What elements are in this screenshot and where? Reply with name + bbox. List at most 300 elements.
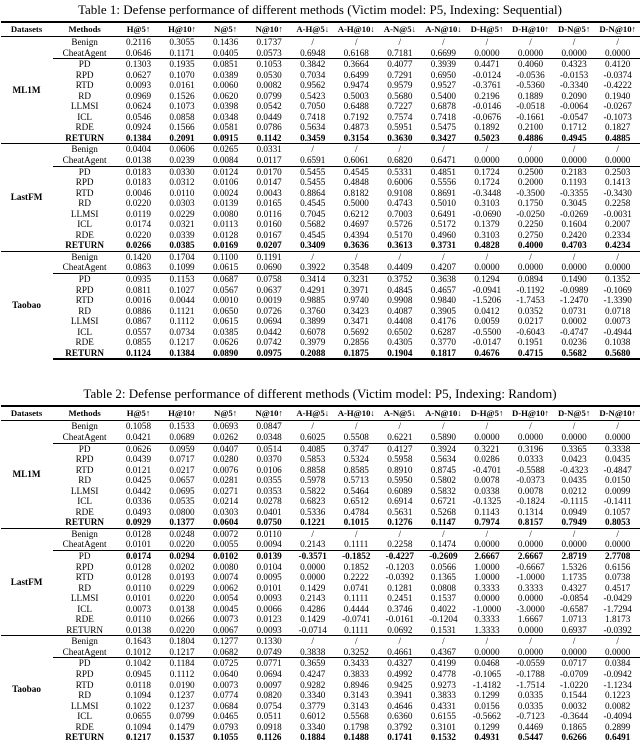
metric-value: 0.0082: [605, 700, 631, 711]
metric-value: 0.0000: [509, 432, 553, 443]
table-row: [1, 711, 640, 722]
metric-value: 0.1436: [212, 37, 239, 47]
metric-value: 0.0692: [387, 624, 413, 635]
metric-value: 0.1413: [605, 177, 631, 188]
metric-value: 0.0220: [160, 539, 204, 550]
method-label: RDE: [75, 721, 94, 732]
table-row: [1, 421, 640, 432]
metric-value: 0.9273: [430, 679, 457, 690]
metric-value: 0.0303: [169, 198, 195, 209]
metric-value: /: [422, 144, 466, 155]
metric-value: 0.0110: [169, 187, 195, 198]
metric-value: 0.7181: [378, 48, 422, 59]
method-label: RD: [78, 90, 91, 101]
metric-value: 0.0389: [212, 69, 239, 80]
metric-value: 0.6948: [291, 48, 335, 59]
method-label: Benign: [53, 144, 117, 155]
metric-value: 0.0820: [256, 690, 282, 701]
table-row: [1, 658, 640, 669]
method-label: RD: [78, 305, 91, 316]
metric-value: 0.3752: [387, 274, 413, 285]
metric-value: 0.6591: [291, 155, 335, 166]
metric-value: 0.1277: [204, 636, 248, 647]
table-row: [1, 48, 640, 59]
metric-value: 0.0161: [169, 80, 195, 91]
metric-value: 0.1737: [256, 37, 282, 47]
metric-value: 0.0073: [605, 316, 631, 327]
metric-value: 0.6287: [430, 326, 457, 337]
metric-value: 0.9108: [387, 187, 413, 198]
metric-value: -0.0989: [559, 284, 589, 295]
metric-value: /: [529, 421, 532, 432]
metric-value: 0.0557: [125, 326, 152, 337]
metric-value: 0.5822: [300, 485, 326, 496]
metric-value: 0.8157: [517, 517, 544, 528]
metric-value: 0.0139: [256, 550, 282, 561]
metric-value: 0.1352: [605, 274, 631, 285]
metric-value: 0.6061: [334, 155, 378, 166]
metric-value: 0.1533: [169, 421, 195, 432]
metric-value: 0.0046: [125, 187, 152, 198]
column-header: A-H@5↓: [291, 406, 335, 421]
metric-value: 0.1892: [474, 122, 500, 133]
metric-value: 0.0348: [212, 111, 239, 122]
metric-value: 0.3196: [517, 443, 544, 454]
metric-value: /: [465, 251, 509, 262]
metric-value: 0.2250: [517, 219, 544, 230]
metric-value: 0.2090: [561, 90, 587, 101]
metric-value: 0.5853: [300, 454, 326, 465]
metric-value: 0.0000: [552, 539, 596, 550]
metric-value: 0.3143: [343, 700, 369, 711]
column-header: A-N@10↓: [422, 406, 466, 421]
metric-value: 0.4077: [387, 59, 413, 70]
metric-value: 0.0425: [125, 475, 152, 486]
method-label: Benign: [71, 421, 98, 432]
metric-value: 0.1544: [561, 690, 587, 701]
metric-value: -3.0000: [516, 603, 545, 614]
method-label: CheatAgent: [53, 539, 117, 550]
metric-value: /: [334, 144, 378, 155]
metric-value: 0.3905: [430, 305, 457, 316]
metric-value: 0.1111: [344, 593, 369, 604]
table-row: [1, 177, 640, 188]
metric-value: 0.8946: [343, 679, 369, 690]
metric-value: /: [616, 37, 619, 47]
metric-value: 0.0338: [474, 485, 500, 496]
metric-value: 0.4945: [561, 132, 587, 143]
metric-value: 0.0266: [125, 240, 152, 251]
metric-value: 0.4408: [387, 316, 413, 327]
dataset-label: LastFM: [1, 144, 53, 251]
metric-value: 0.0336: [125, 496, 152, 507]
metric-value: 0.0128: [212, 229, 239, 240]
metric-value: -0.0709: [559, 668, 589, 679]
metric-value: 0.5713: [343, 475, 369, 486]
table-row: [1, 669, 640, 680]
metric-value: 1.0000: [474, 572, 500, 583]
metric-value: 0.4444: [343, 603, 369, 614]
method-label: ICL: [77, 219, 93, 230]
metric-value: -0.3430: [603, 187, 632, 198]
metric-value: 0.0106: [256, 464, 282, 475]
metric-value: /: [291, 144, 335, 155]
table-row: [1, 144, 640, 155]
metric-value: 0.3760: [300, 305, 326, 316]
metric-value: 0.0202: [169, 561, 195, 572]
metric-value: 0.0183: [125, 166, 152, 177]
metric-value: 0.0220: [169, 593, 195, 604]
metric-value: 0.3747: [343, 443, 369, 454]
metric-value: 0.0193: [169, 572, 195, 583]
metric-value: 0.0066: [256, 603, 282, 614]
metric-value: 0.0000: [465, 155, 509, 166]
metric-value: 0.0082: [256, 80, 282, 91]
table-row: [1, 101, 640, 112]
method-label: RTD: [75, 295, 94, 306]
metric-value: /: [398, 421, 402, 432]
metric-value: -0.5500: [472, 326, 502, 337]
metric-value: 1.5326: [561, 561, 587, 572]
metric-value: 0.0128: [125, 561, 152, 572]
metric-value: 0.0929: [125, 517, 152, 528]
method-label: Benign: [53, 528, 117, 539]
metric-value: /: [334, 636, 378, 647]
metric-value: 0.0010: [212, 295, 239, 306]
metric-value: 0.0248: [160, 528, 204, 539]
metric-value: 0.4848: [343, 177, 369, 188]
metric-value: -0.0031: [603, 208, 632, 219]
metric-value: 0.2420: [561, 229, 587, 240]
metric-value: 0.9474: [343, 80, 369, 91]
metric-value: 0.2258: [378, 539, 422, 550]
metric-value: 0.0102: [212, 550, 239, 561]
metric-value: -0.0373: [516, 475, 545, 486]
metric-value: 0.6491: [430, 208, 457, 219]
metric-value: 0.3333: [474, 582, 500, 593]
metric-value: 0.2091: [169, 132, 195, 143]
metric-value: 0.4247: [300, 668, 326, 679]
method-label: RETURN: [65, 240, 105, 251]
metric-value: 0.1724: [474, 166, 500, 177]
metric-value: 0.8182: [343, 187, 369, 198]
metric-value: -0.6043: [516, 326, 545, 337]
metric-value: 0.5631: [387, 506, 413, 517]
metric-value: 0.1015: [343, 517, 369, 528]
metric-value: 0.6089: [387, 485, 413, 496]
metric-value: 0.9425: [387, 679, 413, 690]
metric-value: 0.3221: [474, 443, 500, 454]
metric-value: 0.0000: [596, 539, 640, 550]
metric-value: -1.7514: [516, 679, 545, 690]
metric-value: 0.0045: [212, 603, 239, 614]
metric-value: 0.1384: [125, 132, 152, 143]
metric-value: 0.6878: [430, 101, 457, 112]
column-header: D-N@5↑: [552, 22, 596, 37]
metric-value: 0.0969: [125, 90, 152, 101]
metric-value: 0.0000: [596, 647, 640, 658]
metric-value: 0.4828: [474, 240, 500, 251]
metric-value: 0.0535: [169, 496, 195, 507]
metric-value: 0.1724: [474, 177, 500, 188]
metric-value: 0.0435: [605, 454, 631, 465]
method-label: RETURN: [66, 624, 103, 635]
metric-value: 0.6502: [387, 326, 413, 337]
method-label: PD: [78, 658, 91, 669]
metric-value: 0.0123: [256, 614, 282, 625]
metric-value: 0.3333: [517, 582, 544, 593]
metric-value: -0.0676: [472, 111, 502, 122]
metric-value: 0.1804: [160, 636, 204, 647]
dataset-label: LastFM: [1, 528, 53, 635]
metric-value: 0.1940: [605, 90, 631, 101]
metric-value: 0.1379: [474, 219, 500, 230]
metric-value: /: [311, 37, 314, 47]
metric-value: 0.2258: [605, 198, 631, 209]
metric-value: 0.0385: [212, 326, 239, 337]
table-row: [1, 327, 640, 338]
metric-value: -0.0518: [516, 101, 545, 112]
metric-value: 0.1643: [117, 636, 161, 647]
metric-value: /: [509, 528, 553, 539]
metric-value: 0.2334: [605, 229, 631, 240]
metric-value: 0.2222: [343, 572, 369, 583]
metric-value: 0.0150: [605, 475, 631, 486]
metric-value: /: [509, 636, 553, 647]
column-header: D-N@10↑: [596, 406, 640, 421]
metric-value: 0.0774: [212, 690, 239, 701]
table-2-section: [0, 386, 640, 742]
metric-value: 0.1055: [212, 732, 239, 743]
metric-value: 0.0262: [204, 432, 248, 443]
metric-value: /: [465, 528, 509, 539]
method-label: RPD: [75, 668, 94, 679]
metric-value: 0.4545: [300, 229, 326, 240]
metric-value: 0.5400: [430, 90, 457, 101]
table-row: [1, 550, 640, 561]
metric-value: 0.1237: [169, 700, 195, 711]
metric-value: 0.0655: [125, 711, 152, 722]
metric-value: 0.0104: [256, 561, 282, 572]
metric-value: 0.6471: [422, 155, 466, 166]
metric-value: 0.7045: [300, 208, 326, 219]
metric-value: 0.0101: [117, 539, 161, 550]
table-row: [1, 732, 640, 743]
table-row: [1, 701, 640, 712]
metric-value: 0.1058: [125, 421, 152, 432]
table-row: [1, 316, 640, 327]
table-row: [1, 240, 640, 251]
metric-value: -0.0536: [516, 69, 545, 80]
method-label: RTD: [75, 679, 94, 690]
metric-value: 0.6012: [300, 711, 326, 722]
metric-value: 0.1153: [169, 274, 195, 285]
metric-value: 0.0207: [256, 240, 282, 251]
table-1-caption: Table 1: Defense performance of different methods (Victim model: P5, Indexing: Sequential): [78, 2, 562, 17]
metric-value: 0.0121: [125, 464, 152, 475]
metric-value: 0.2143: [291, 539, 335, 550]
metric-value: 0.1147: [431, 517, 456, 528]
metric-value: 0.5508: [334, 432, 378, 443]
metric-value: -0.3761: [472, 80, 502, 91]
metric-value: -0.0854: [559, 593, 589, 604]
metric-value: -0.0942: [603, 668, 632, 679]
metric-value: -0.0161: [385, 614, 414, 625]
method-label: Benign: [53, 251, 117, 262]
metric-value: 0.6025: [291, 432, 335, 443]
metric-value: 0.1299: [474, 690, 500, 701]
metric-value: 0.0000: [596, 262, 640, 273]
metric-value: 0.0624: [125, 101, 152, 112]
metric-value: 0.0059: [474, 316, 500, 327]
metric-value: 0.1057: [605, 506, 631, 517]
metric-value: 0.3427: [430, 132, 457, 143]
metric-value: 0.0867: [125, 316, 152, 327]
metric-value: 0.0220: [125, 198, 152, 209]
table-row: [1, 454, 640, 465]
metric-value: 0.0493: [125, 506, 152, 517]
metric-value: 0.6499: [343, 69, 369, 80]
table-row: [1, 112, 640, 123]
metric-value: 0.0080: [212, 208, 239, 219]
table-row: [1, 443, 640, 454]
metric-value: 0.0847: [256, 421, 282, 432]
metric-value: -0.3500: [516, 187, 545, 198]
table-row: [1, 690, 640, 701]
metric-value: 0.6212: [343, 208, 369, 219]
metric-value: 0.0054: [212, 593, 239, 604]
metric-value: 0.3338: [605, 443, 631, 454]
metric-value: 0.0348: [247, 432, 291, 443]
metric-value: 0.0640: [212, 668, 239, 679]
metric-value: 0.2116: [125, 37, 151, 47]
metric-value: 0.4960: [430, 229, 457, 240]
metric-value: 0.1281: [387, 582, 413, 593]
metric-value: 0.0312: [169, 177, 195, 188]
metric-value: -0.0392: [385, 572, 414, 583]
table-row: [1, 572, 640, 583]
metric-value: -0.4094: [603, 711, 632, 722]
method-label: LLMSI: [70, 700, 99, 711]
metric-value: 0.0094: [247, 539, 291, 550]
metric-value: 0.1817: [422, 348, 466, 360]
method-label: RD: [78, 582, 91, 593]
metric-value: 0.0000: [596, 48, 640, 59]
metric-value: 0.0694: [256, 668, 282, 679]
metric-value: 0.5003: [343, 90, 369, 101]
metric-value: 0.4367: [422, 647, 466, 658]
metric-value: 0.0811: [125, 284, 151, 295]
column-header: A-N@5↓: [378, 22, 422, 37]
dataset-label: Taobao: [1, 251, 53, 359]
column-header: D-N@10↑: [596, 22, 640, 37]
metric-value: /: [398, 37, 402, 47]
metric-value: /: [596, 528, 640, 539]
metric-value: 0.3471: [343, 316, 369, 327]
metric-value: -0.0250: [516, 208, 545, 219]
metric-value: /: [442, 37, 445, 47]
metric-value: 0.1121: [169, 305, 195, 316]
metric-value: 0.6266: [561, 732, 587, 743]
metric-value: 0.1741: [387, 732, 413, 743]
metric-value: 0.1053: [256, 59, 282, 70]
metric-value: 0.5958: [387, 454, 413, 465]
metric-value: 0.0731: [561, 305, 587, 316]
metric-value: 0.1094: [125, 690, 152, 701]
metric-value: 0.0138: [125, 624, 152, 635]
method-label: CheatAgent: [53, 432, 117, 443]
metric-value: -0.0153: [559, 69, 589, 80]
metric-value: 0.3548: [334, 262, 378, 273]
metric-value: 0.0352: [517, 305, 544, 316]
metric-value: 0.0858: [169, 111, 195, 122]
metric-value: 0.0734: [169, 326, 195, 337]
metric-value: 0.0067: [212, 624, 239, 635]
column-header: N@10↑: [247, 22, 291, 37]
metric-value: -1.1234: [603, 679, 632, 690]
table-row: [1, 230, 640, 241]
metric-value: 0.4120: [605, 59, 631, 70]
metric-value: /: [485, 421, 489, 432]
metric-value: /: [572, 421, 576, 432]
metric-value: 0.5890: [422, 432, 466, 443]
method-label: RPD: [75, 177, 94, 188]
metric-value: 0.0139: [212, 198, 239, 209]
metric-value: 0.6914: [387, 496, 413, 507]
metric-value: 0.0718: [605, 305, 631, 316]
metric-value: 0.0002: [561, 316, 587, 327]
metric-value: 0.1217: [160, 647, 204, 658]
column-header: N@5↑: [204, 406, 248, 421]
metric-value: 0.2100: [517, 122, 544, 133]
metric-value: -0.0374: [603, 69, 632, 80]
metric-value: 0.0799: [169, 711, 195, 722]
method-label: RDE: [75, 122, 94, 133]
metric-value: 0.0044: [169, 295, 195, 306]
metric-value: 0.1038: [605, 337, 631, 348]
metric-value: 0.0093: [125, 80, 152, 91]
metric-value: -0.4701: [472, 464, 502, 475]
metric-value: 0.4778: [430, 668, 457, 679]
metric-value: 0.7418: [430, 111, 457, 122]
metric-value: 0.0084: [204, 155, 248, 166]
metric-value: 0.0687: [212, 274, 239, 285]
metric-value: 0.0546: [125, 111, 152, 122]
metric-value: 0.5726: [387, 219, 413, 230]
metric-value: 0.1750: [517, 198, 544, 209]
metric-value: 0.0771: [256, 658, 282, 669]
metric-value: 0.8910: [387, 464, 413, 475]
metric-value: -0.5360: [516, 80, 545, 91]
metric-value: 0.0646: [117, 48, 161, 59]
method-label: RETURN: [65, 132, 105, 143]
metric-value: 0.0682: [204, 647, 248, 658]
column-header: D-H@5↑: [465, 406, 509, 421]
metric-value: 0.5634: [300, 122, 326, 133]
metric-value: 0.0404: [117, 144, 161, 155]
metric-value: 0.0738: [605, 572, 631, 583]
metric-value: 0.0294: [169, 550, 195, 561]
metric-value: 0.2143: [300, 593, 326, 604]
metric-value: 0.0174: [125, 550, 152, 561]
metric-value: 0.0170: [256, 166, 282, 177]
metric-value: 0.4873: [343, 122, 369, 133]
metric-value: 0.5634: [430, 454, 457, 465]
metric-value: 0.0160: [256, 219, 282, 230]
table-row: [1, 274, 640, 285]
metric-value: 0.1537: [169, 732, 195, 743]
metric-value: 0.0000: [552, 262, 596, 273]
